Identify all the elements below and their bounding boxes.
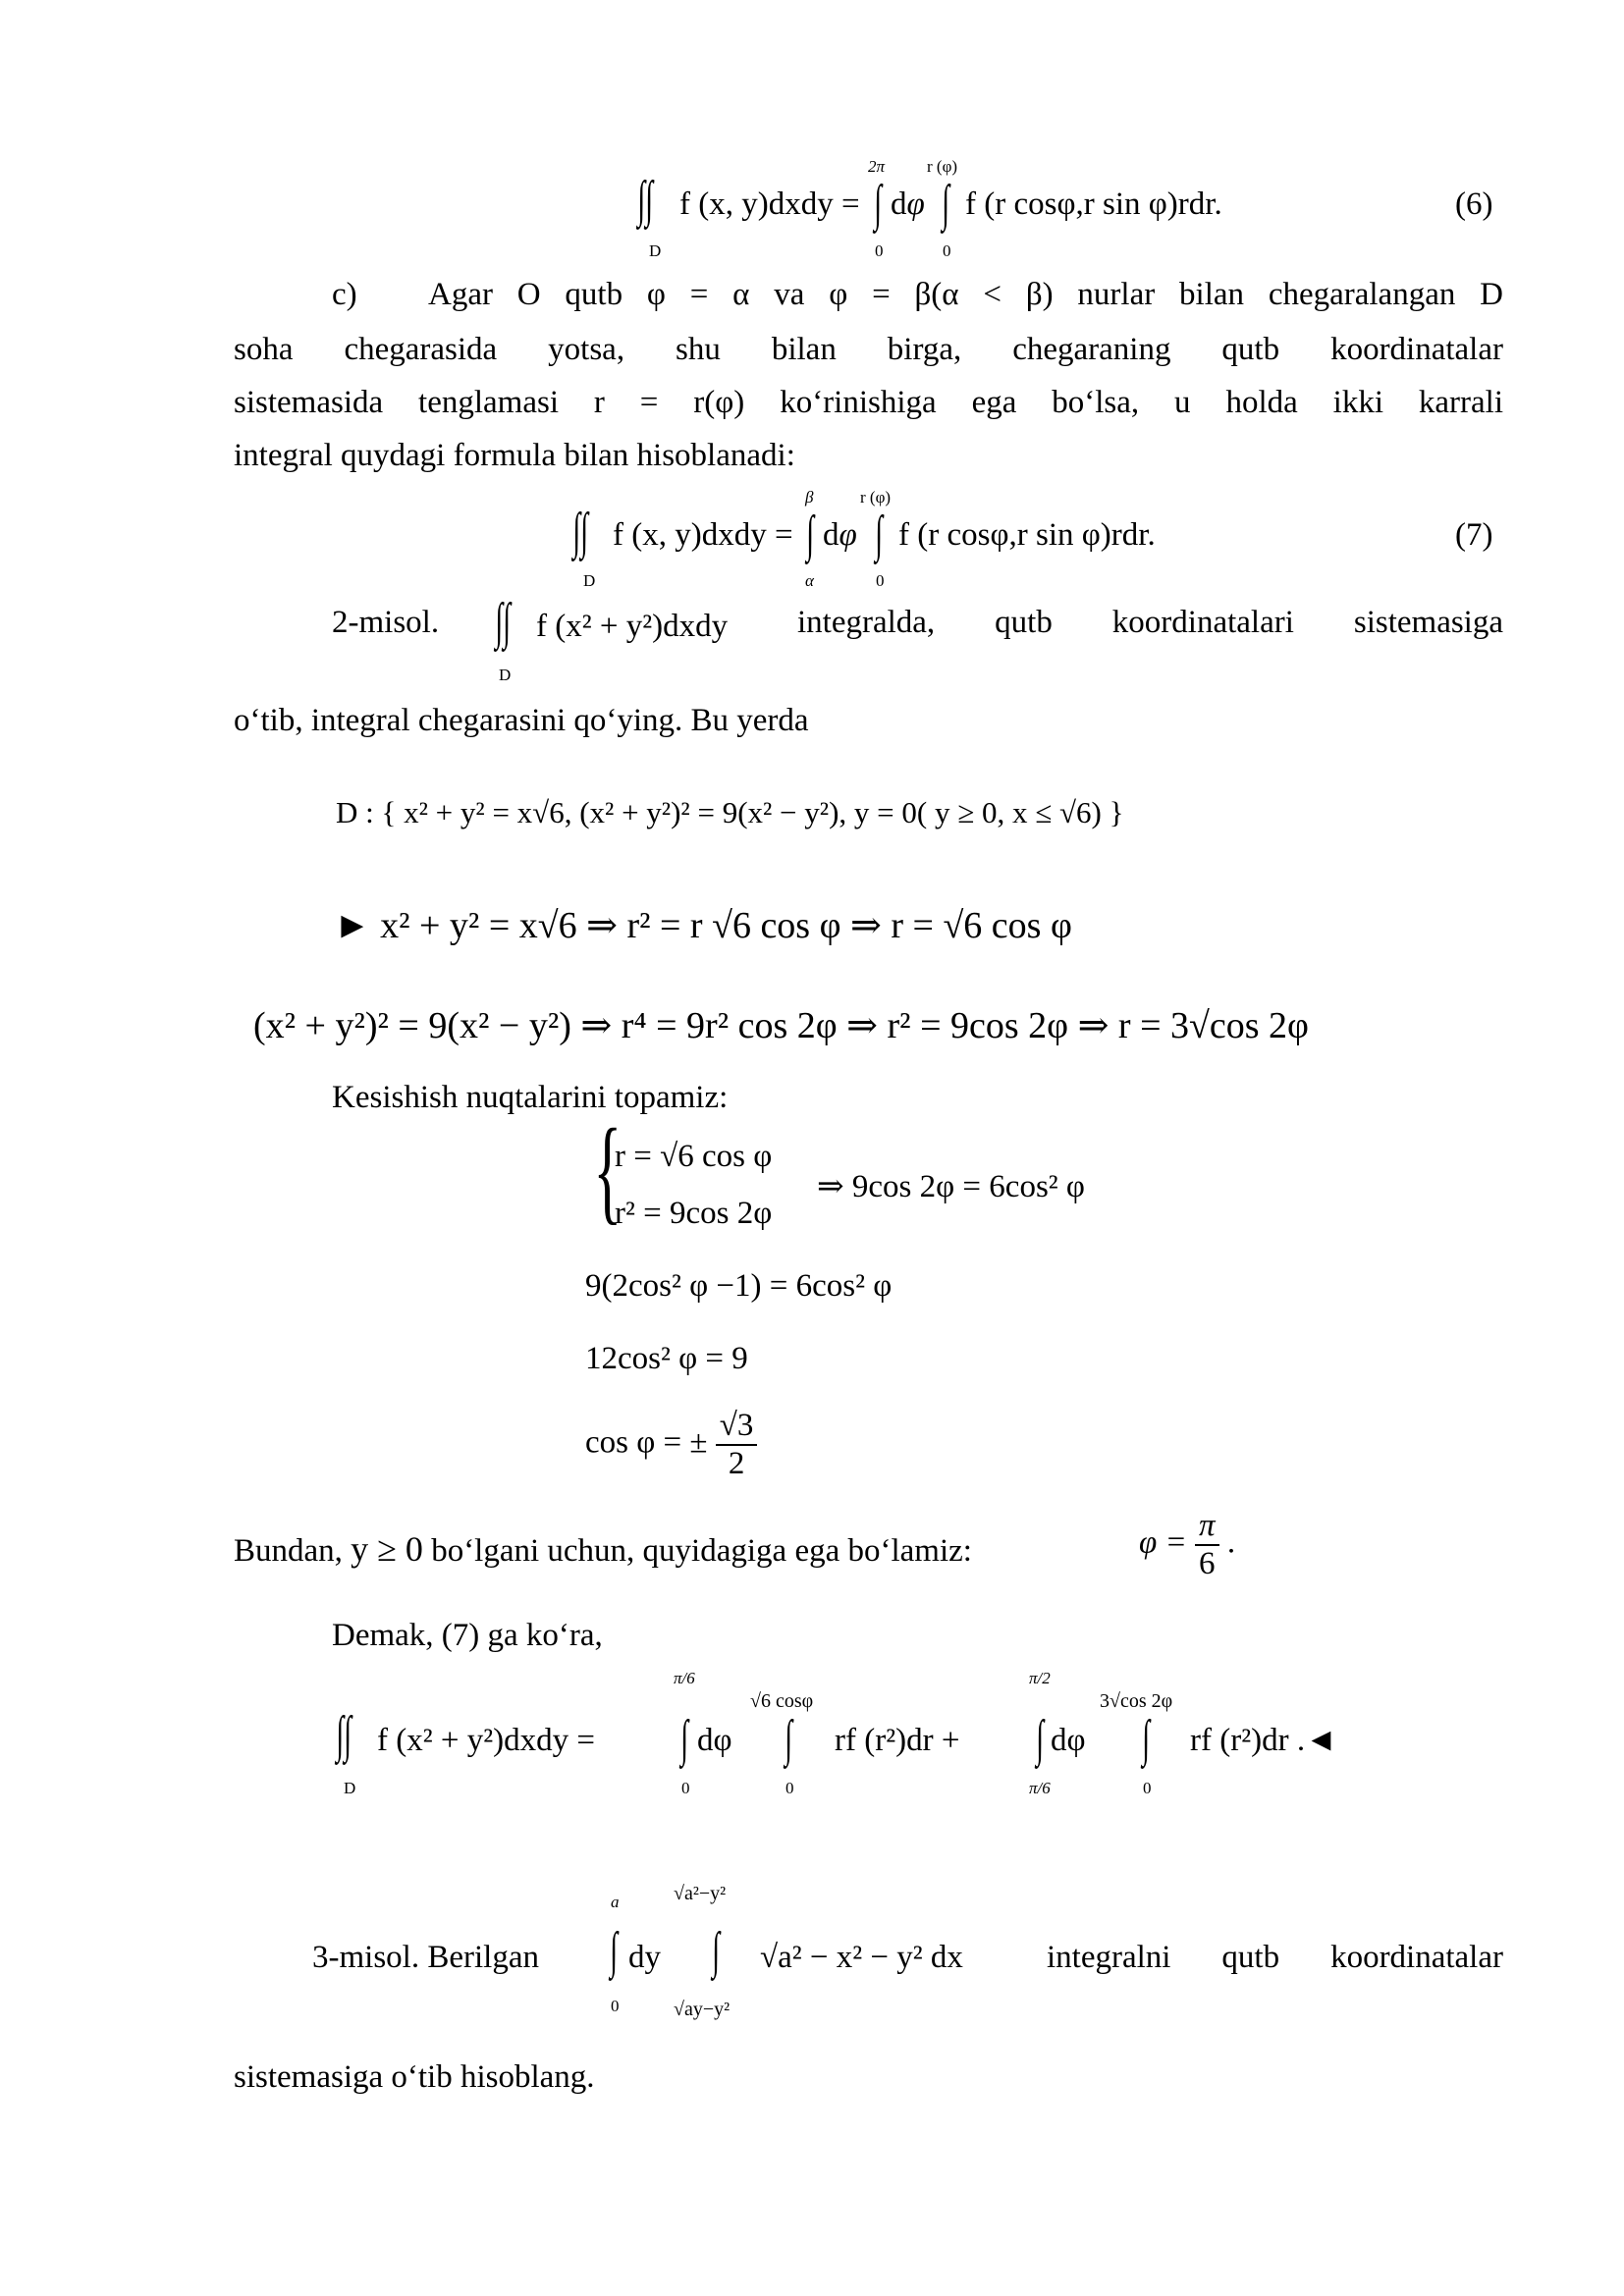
formula-lhs: f (x² + y²)dxdy =: [377, 1723, 595, 1758]
paragraph-line: integralda, qutb koordinatalari sistemasiga: [797, 605, 1503, 640]
fraction-denominator: 6: [1199, 1546, 1216, 1581]
bundan-text: bo‘lgani uchun, quyidagiga ega bo‘lamiz:: [431, 1533, 972, 1569]
phi-upper-limit: 2π: [868, 157, 886, 176]
integral-sign: ∫: [1036, 1711, 1045, 1767]
domain-definition: D : { x² + y² = x√6, (x² + y²)² = 9(x² − y²), y = 0( y ≥ 0, x ≤ √6) }: [336, 795, 1124, 829]
integral-domain-label: D: [499, 666, 512, 684]
paragraph-line: o‘tib, integral chegarasini qo‘ying. Bu yerda: [234, 703, 809, 738]
paragraph-line: integralni qutb koordinatalar: [1047, 1940, 1503, 1975]
case-label: c): [332, 277, 357, 312]
example-2-label: 2-misol.: [332, 605, 440, 640]
system-line-1: r = √6 cos φ: [615, 1139, 773, 1174]
lower-limit: √ay−y²: [674, 1999, 731, 2020]
paragraph-line: Agar O qutb φ = α va φ = β(α < β) nurlar bilan chegaralangan D: [428, 277, 1503, 312]
integrand: rf (r²)dr +: [835, 1723, 960, 1758]
fraction: [1195, 1508, 1219, 1582]
dy: dy: [628, 1940, 661, 1975]
lower-limit: 0: [1143, 1779, 1152, 1797]
integral-domain-label: D: [583, 571, 596, 590]
integrand: √a² − x² − y² dx: [760, 1940, 963, 1975]
condition: y ≥ 0: [351, 1529, 423, 1569]
lower-limit: 0: [611, 1997, 620, 2015]
equation-line: [585, 1408, 757, 1482]
upper-limit: √a²−y²: [674, 1883, 727, 1904]
integral-sign: ∫: [874, 176, 883, 232]
integral-sign: ∫: [942, 176, 950, 232]
integral-domain-label: D: [344, 1779, 356, 1797]
r-lower-limit: 0: [876, 571, 885, 590]
equation-line: 9(2cos² φ −1) = 6cos² φ: [585, 1268, 893, 1304]
integral-sign: ∫: [875, 507, 884, 562]
double-integral-sign: ∫∫: [336, 1707, 352, 1763]
fraction: [716, 1408, 758, 1482]
lower-limit: π/6: [1029, 1779, 1051, 1797]
fraction-denominator: 2: [728, 1446, 745, 1481]
phi-lower-limit: α: [805, 571, 814, 590]
r-lower-limit: 0: [943, 241, 951, 260]
upper-limit: π/2: [1029, 1669, 1051, 1687]
upper-limit: √6 cosφ: [750, 1690, 814, 1712]
lower-limit: 0: [785, 1779, 794, 1797]
upper-limit: π/6: [674, 1669, 695, 1687]
equation-number: (7): [1455, 517, 1493, 553]
fraction-numerator: √3: [716, 1408, 758, 1446]
d-phi: dφ: [697, 1723, 732, 1758]
integral-sign: ∫: [680, 1711, 689, 1767]
lower-limit: 0: [681, 1779, 690, 1797]
system-brace: {: [593, 1104, 623, 1235]
upper-limit: a: [611, 1893, 620, 1911]
r-upper-limit: r (φ): [860, 488, 892, 507]
integral-sign: ∫: [806, 507, 815, 562]
double-integral-sign: ∫∫: [572, 504, 589, 560]
example-3-label: 3-misol. Berilgan: [312, 1940, 539, 1975]
formula-lhs: f (x, y)dxdy =: [613, 517, 793, 553]
fraction-numerator: π: [1195, 1508, 1219, 1546]
solution-step-2: (x² + y²)² = 9(x² − y²) ⇒ r⁴ = 9r² cos 2φ ⇒ r² = 9cos 2φ ⇒ r = 3√cos 2φ: [253, 1005, 1309, 1046]
paragraph-line: Demak, (7) ga ko‘ra,: [332, 1618, 603, 1653]
r-upper-limit: r (φ): [927, 157, 958, 176]
double-integral-sign: ∫∫: [637, 172, 654, 228]
paragraph-line: integral quydagi formula bilan hisoblanadi:: [234, 438, 795, 473]
paragraph-line: soha chegarasida yotsa, shu bilan birga, chegaraning qutb koordinatalar: [234, 332, 1503, 367]
integrand: f (x² + y²)dxdy: [536, 609, 729, 644]
formula-body: f (r cosφ,r sin φ)rdr.: [898, 517, 1156, 553]
period: .: [1226, 1524, 1236, 1561]
equation-number: (6): [1455, 187, 1493, 222]
integral-sign: ∫: [1142, 1711, 1151, 1767]
phi-result: [1139, 1508, 1235, 1582]
system-line-2: r² = 9cos 2φ: [615, 1196, 773, 1231]
equation-line: 12cos² φ = 9: [585, 1341, 748, 1376]
phi-upper-limit: β: [805, 488, 814, 507]
paragraph-line: sistemasida tenglamasi r = r(φ) ko‘rinishiga ega bo‘lsa, u holda ikki karrali: [234, 385, 1503, 420]
paragraph-line: [234, 1529, 972, 1571]
d-phi: dφ: [823, 517, 857, 553]
integrand: rf (r²)dr .◄: [1190, 1723, 1337, 1758]
bundan-prefix: Bundan,: [234, 1533, 343, 1569]
integral-sign: ∫: [610, 1923, 619, 1979]
integral-sign: ∫: [712, 1923, 721, 1979]
formula-lhs: f (x, y)dxdy =: [679, 187, 860, 222]
integral-domain-label: D: [649, 241, 662, 260]
d-phi: dφ: [891, 187, 925, 222]
paragraph-line: sistemasiga o‘tib hisoblang.: [234, 2059, 595, 2095]
upper-limit: 3√cos 2φ: [1100, 1690, 1173, 1712]
system-result: ⇒ 9cos 2φ = 6cos² φ: [817, 1169, 1085, 1204]
formula-body: f (r cosφ,r sin φ)rdr.: [965, 187, 1222, 222]
phi-equals: φ =: [1139, 1524, 1187, 1561]
d-phi: dφ: [1051, 1723, 1086, 1758]
solution-step-1: ► x² + y² = x√6 ⇒ r² = r √6 cos φ ⇒ r = √6 cos φ: [334, 905, 1072, 946]
phi-lower-limit: 0: [875, 241, 884, 260]
paragraph-line: Kesishish nuqtalarini topamiz:: [332, 1080, 729, 1115]
equation-left: cos φ = ±: [585, 1424, 708, 1461]
double-integral-sign: ∫∫: [495, 594, 512, 650]
integral-sign: ∫: [785, 1711, 793, 1767]
